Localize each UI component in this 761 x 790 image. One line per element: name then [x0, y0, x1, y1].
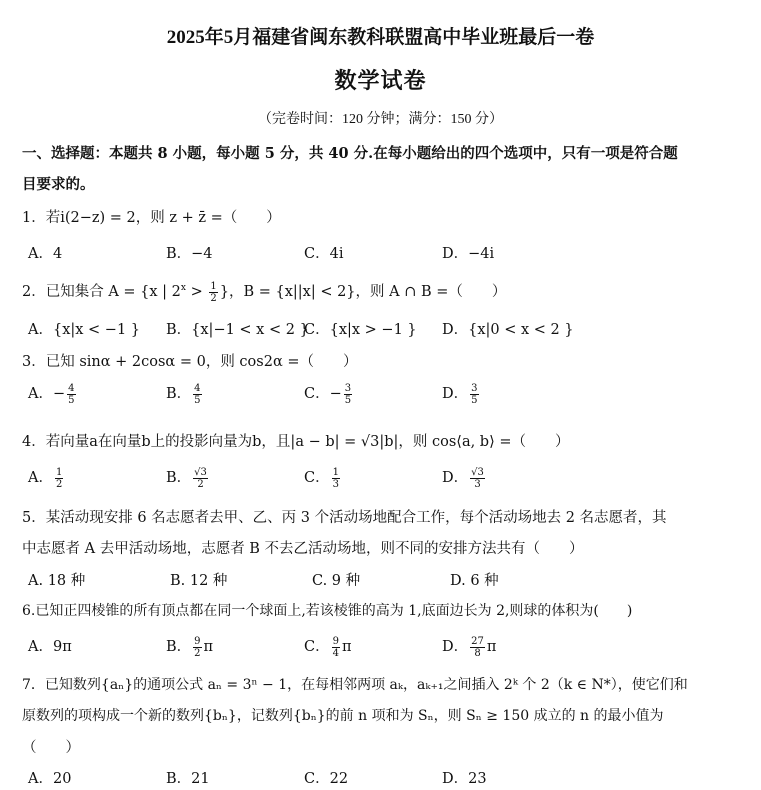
q4-option-a-label: A． [28, 470, 53, 486]
q2-fraction [209, 281, 217, 304]
q5-option-d: D. 6 种 [450, 573, 499, 589]
q6-option-b-frac [193, 636, 201, 659]
q3-option-a-label: A． [28, 386, 53, 402]
q4-stem: 4．若向量a在向量b上的投影向量为b，且|a − b| = √3|b|，则 cos⟨a, b⟩ =（ ） [22, 434, 570, 450]
q3-option-c [304, 382, 354, 406]
q7-stem-line1: 7．已知数列{aₙ}的通项公式 aₙ = 3ⁿ − 1，在每相邻两项 aₖ，aₖ₊₁之间插入 2ᵏ 个 2（k ∈ N*），使它们和 [22, 677, 688, 693]
q2-frac-den: 2 [210, 292, 217, 304]
q6-option-c-frac [332, 636, 340, 659]
q3-option-a-num: 4 [68, 382, 75, 394]
q1-option-a: A．4 [28, 246, 63, 262]
q6-option-d-num: 27 [471, 635, 484, 647]
q2-stem-c: }，B = {x||x| < 2}，则 A ∩ B =（ ） [219, 284, 507, 300]
q4-option-d-label: D． [442, 470, 469, 486]
q1-option-d: D．−4i [442, 246, 495, 262]
q3-option-b-den: 5 [194, 394, 201, 406]
q3-option-b-frac [193, 383, 201, 406]
q2-option-d: D．{x|0 < x < 2 } [442, 322, 574, 338]
q4-option-a-den: 2 [55, 478, 63, 490]
q4-option-b-frac [193, 467, 208, 490]
q6-option-c-den: 4 [332, 647, 339, 659]
q4-option-d-frac [470, 467, 485, 490]
q3-option-d [442, 382, 481, 406]
q4-option-c-frac [332, 467, 340, 490]
q3-option-b [166, 382, 204, 406]
q4-option-b-num: √3 [194, 466, 207, 478]
q3-option-c-frac [344, 383, 352, 406]
q6-option-c [304, 635, 352, 659]
q6-option-b-num: 9 [194, 635, 201, 647]
q7-stem-line3: （ ） [22, 740, 80, 756]
q2-stem [22, 280, 506, 304]
q4-option-b [166, 466, 210, 490]
q6-option-c-label: C． [304, 639, 330, 655]
q2-stem-a: 2．已知集合 A = {x | 2 [22, 284, 181, 300]
q4-option-a-frac [55, 467, 63, 490]
q3-option-d-den: 5 [471, 394, 478, 406]
q7-option-d: D．23 [442, 771, 487, 787]
q4-option-b-den: 2 [197, 478, 204, 490]
q6-option-d-frac [470, 636, 485, 659]
q3-option-c-den: 5 [344, 394, 352, 406]
q2-option-c: C．{x|x > −1 } [304, 322, 417, 338]
q7-option-a: A．20 [28, 771, 72, 787]
q4-option-a [28, 466, 65, 490]
q5-option-a: A. 18 种 [28, 573, 86, 589]
q6-option-d [442, 635, 496, 659]
q6-option-b-den: 2 [194, 647, 201, 659]
q6-option-a [28, 635, 72, 656]
exam-title: 2025年5月福建省闽东教科联盟高中毕业班最后一卷 [166, 27, 595, 48]
q4-option-d-den: 3 [474, 478, 481, 490]
q3-option-c-label: C． [304, 386, 330, 402]
q4-option-c-den: 3 [332, 478, 339, 490]
q6-option-b-label: B． [166, 639, 192, 655]
q6-option-b-pi: π [203, 639, 214, 655]
q1-stem: 1．若i(2−z) = 2，则 z + z̄ =（ ） [22, 210, 281, 226]
q3-stem: 3．已知 sinα + 2cosα = 0，则 cos2α =（ ） [22, 354, 358, 370]
q3-option-a [28, 382, 78, 406]
q2-option-a: A．{x|x < −1 } [28, 322, 141, 338]
q3-option-d-label: D． [442, 386, 469, 402]
q3-option-b-label: B． [166, 386, 192, 402]
q5-stem-line2: 中志愿者 A 去甲活动场地，志愿者 B 不去乙活动场地，则不同的安排方法共有（ ） [22, 541, 584, 557]
q3-option-b-num: 4 [194, 382, 201, 394]
q2-option-b: B．{x|−1 < x < 2 } [166, 322, 309, 338]
section-heading-line2: 目要求的。 [22, 176, 95, 193]
q1-option-b: B．−4 [166, 246, 213, 262]
q3-option-a-sign: − [52, 386, 66, 402]
q3-option-c-sign: − [329, 386, 342, 402]
q1-option-c: C．4i [304, 246, 344, 262]
q4-option-b-label: B． [166, 470, 192, 486]
subject-title: 数学试卷 [334, 68, 427, 93]
q3-option-c-num: 3 [344, 382, 352, 394]
q6-option-d-den: 8 [474, 647, 481, 659]
q2-frac-num: 1 [210, 280, 217, 292]
q3-option-d-frac [470, 383, 478, 406]
q3-option-a-den: 5 [68, 394, 75, 406]
q6-option-a-value: 9π [52, 639, 72, 655]
q2-stem-sup: x [180, 283, 186, 294]
q7-option-c: C．22 [304, 771, 349, 787]
q4-option-d [442, 466, 487, 490]
q7-stem-line2: 原数列的项构成一个新的数列{bₙ}，记数列{bₙ}的前 n 项和为 Sₙ，则 Sₙ ≥ 150 成立的 n 的最小值为 [22, 708, 664, 724]
q6-stem: 6.已知正四棱锥的所有顶点都在同一个球面上,若该棱锥的高为 1,底面边长为 2,则球的体积为( ) [22, 603, 633, 619]
q3-option-d-num: 3 [471, 382, 478, 394]
q6-option-c-num: 9 [332, 635, 339, 647]
q7-option-b: B．21 [166, 771, 210, 787]
exam-info: （完卷时间：120 分钟；满分：150 分） [258, 112, 503, 127]
q5-stem-line1: 5．某活动现安排 6 名志愿者去甲、乙、丙 3 个活动场地配合工作，每个活动场地去 2 名志愿者，其 [22, 510, 667, 526]
q4-option-d-num: √3 [471, 466, 484, 478]
q2-stem-b: > [185, 284, 208, 300]
q4-option-c-label: C． [304, 470, 330, 486]
q6-option-a-label: A． [28, 639, 53, 655]
q5-option-b: B. 12 种 [170, 573, 228, 589]
q3-option-a-frac [67, 383, 75, 406]
q5-option-c: C. 9 种 [312, 573, 361, 589]
q6-option-d-pi: π [486, 639, 497, 655]
q4-option-c-num: 1 [332, 466, 339, 478]
q4-option-c [304, 466, 342, 490]
q6-option-b [166, 635, 213, 659]
q4-option-a-num: 1 [55, 466, 63, 478]
section-heading-line1: 一、选择题：本题共 8 小题，每小题 5 分，共 40 分.在每小题给出的四个选项中，只有一项是符合题 [22, 145, 678, 162]
q6-option-c-pi: π [341, 639, 352, 655]
q6-option-d-label: D． [442, 639, 469, 655]
